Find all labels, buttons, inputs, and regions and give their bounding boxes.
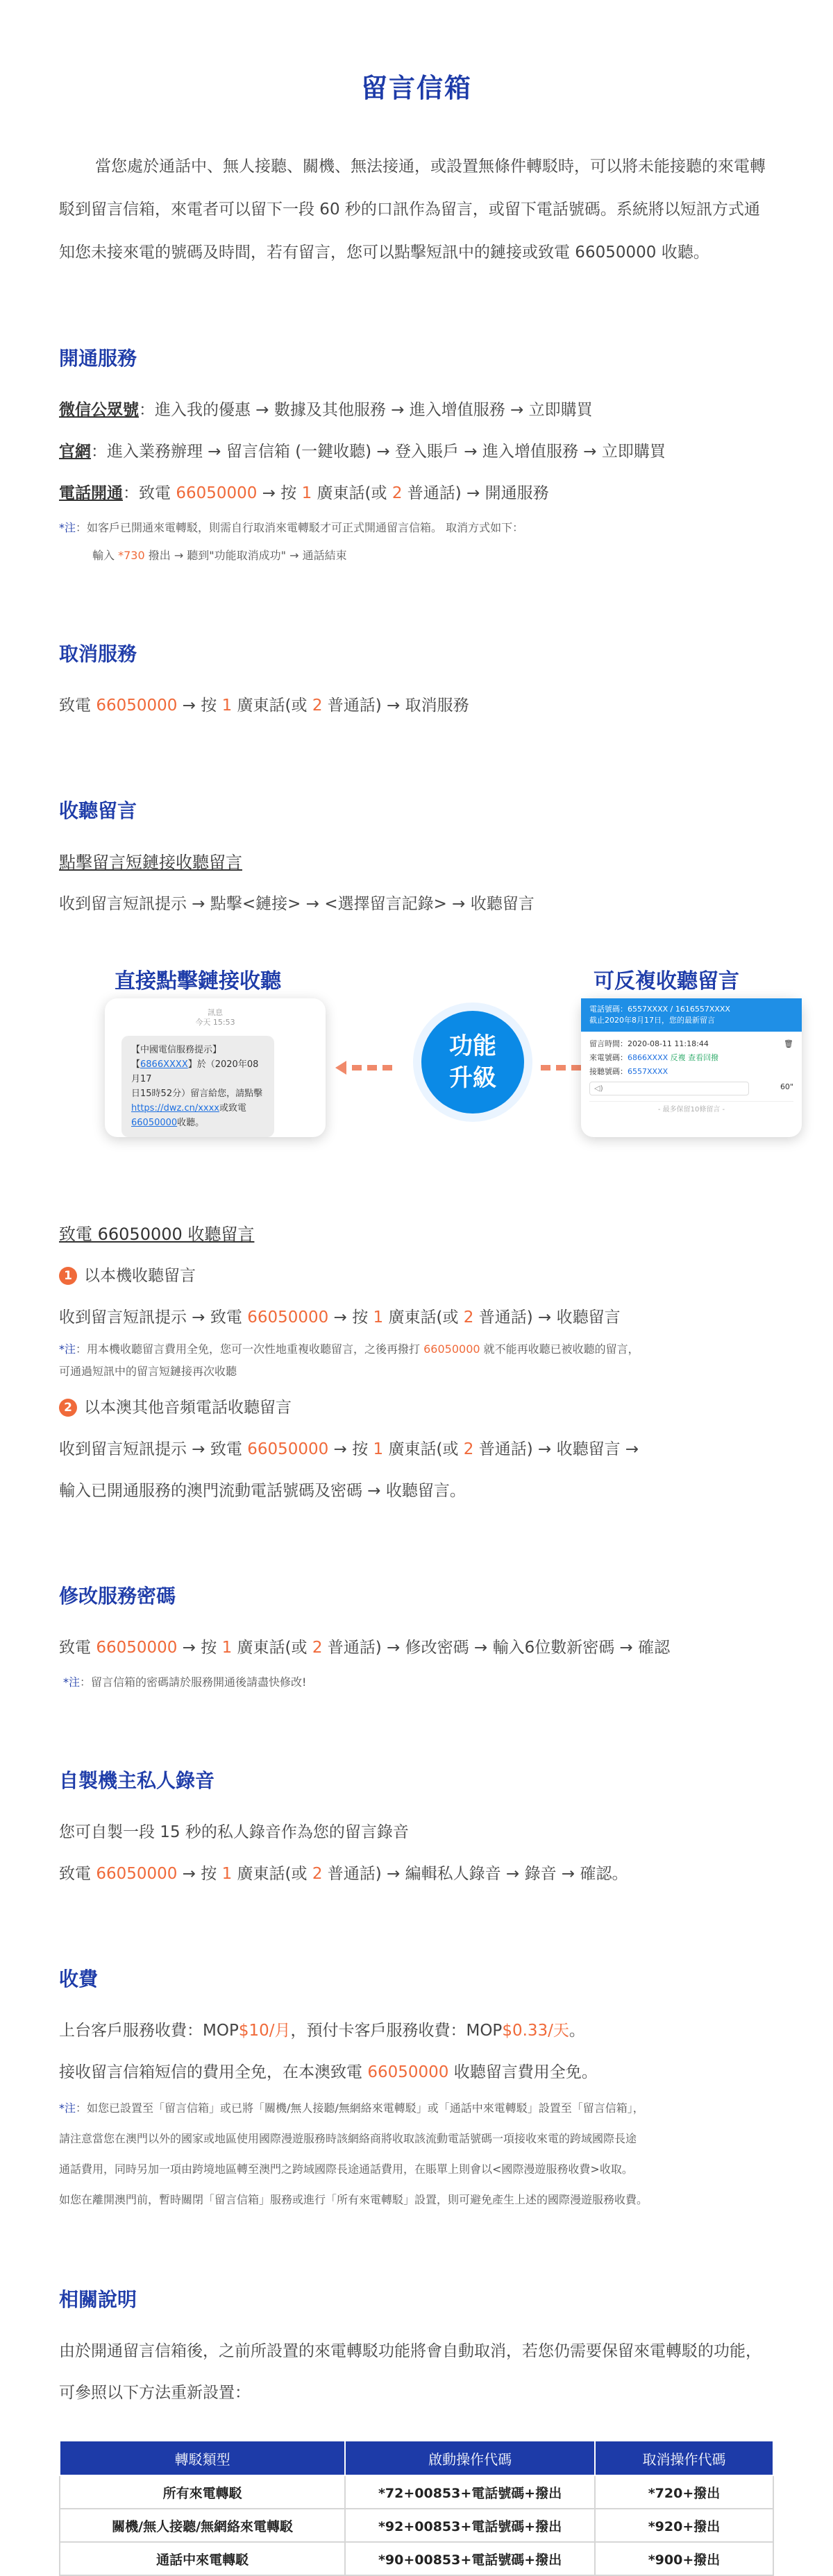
note-text: ：留言信箱的密碼請於服務開通後請盡快修改! — [80, 1675, 307, 1689]
step-text: 普通話) → 取消服務 — [322, 697, 469, 715]
method-1-note — [59, 1338, 774, 1383]
table-header: 啟動操作代碼 — [345, 2441, 595, 2475]
table-cell: *90+00853+電話號碼+撥出 — [345, 2542, 595, 2575]
key-2: 2 — [463, 1308, 474, 1327]
note-text: 撥出 → 聽到"功能取消成功" → 通話結束 — [144, 549, 347, 562]
badge-line-2: 升級 — [449, 1064, 496, 1092]
step-text: 廣東話(或 — [232, 1639, 312, 1657]
audio-row — [589, 1079, 793, 1095]
step-text: 廣東話(或 — [232, 1865, 312, 1883]
postpaid-price: $10/月 — [238, 2022, 291, 2040]
sms-caller: 6866XXXX — [140, 1059, 188, 1070]
activate-note — [59, 514, 774, 542]
step-text: → 按 — [328, 1308, 373, 1327]
note-text: 就不能再收聽已被收聽的留言， — [480, 1342, 639, 1356]
step-text: 致電 — [59, 697, 96, 715]
table-row — [60, 2509, 773, 2542]
sms-line — [131, 1101, 264, 1116]
password-section — [59, 1581, 774, 1696]
sms-text: 或致電 — [219, 1103, 246, 1114]
method-1-steps — [59, 1297, 774, 1338]
number-1-icon: 1 — [59, 1267, 77, 1285]
web-label: 官網 — [59, 443, 91, 461]
sms-time: 今天 15:53 — [195, 1018, 235, 1027]
key-1: 1 — [301, 484, 312, 502]
phone-text: → 按 — [257, 484, 302, 502]
fees-section — [59, 1964, 774, 2215]
method-2-steps — [59, 1428, 774, 1470]
web-text: ：進入業務辦理 → 留言信箱 (一鍵收聽) → 登入賬戶 → 進入增值服務 → 立即購買 — [91, 443, 666, 461]
service-number: 66050000 — [96, 1639, 178, 1657]
note-text: ：如您已設置至「留言信箱」或已將「關機/無人接聽/無網絡來電轉駁」或「通話中來電轉駁」設置至「留言信箱」， — [76, 2101, 644, 2115]
table-row — [60, 2475, 773, 2509]
table-cell: 通話中來電轉駁 — [60, 2542, 345, 2575]
app-header-line: 電話號碼：6557XXXX / 1616557XXXX — [589, 1005, 730, 1014]
forwarding-table — [59, 2440, 774, 2576]
table-row — [60, 2542, 773, 2575]
related-title: 相關說明 — [59, 2288, 137, 2311]
sms-line: 日15時52分）留言給您，請點擊 — [131, 1089, 263, 1099]
step-text: → 按 — [328, 1440, 373, 1458]
app-footer: - 最多保留10條留言 - — [589, 1101, 793, 1117]
key-1: 1 — [221, 1639, 233, 1657]
table-cell: *92+00853+電話號碼+撥出 — [345, 2509, 595, 2542]
activate-note-2 — [59, 542, 774, 570]
note-mark: *注 — [59, 2101, 76, 2115]
key-2: 2 — [312, 697, 323, 715]
greeting-desc: 您可自製一段 15 秒的私人錄音作為您的留言錄音 — [59, 1823, 409, 1841]
note-text: ：用本機收聽留言費用全免，您可一次性地重複收聽留言，之後再撥打 — [76, 1342, 424, 1356]
app-message-row — [589, 1037, 793, 1051]
fee-text: 上台客戶服務收費：MOP — [59, 2022, 239, 2040]
app-header — [581, 998, 802, 1032]
receiver-row — [589, 1065, 793, 1079]
feature-right-title: 可反複收聽留言 — [594, 969, 739, 993]
note-text: ：如客戶已開通來電轉駁，則需自行取消來電轉駁才可正式開通留言信箱。 取消方式如下： — [76, 521, 524, 534]
table-cell: *900+撥出 — [595, 2542, 773, 2575]
step-text: 廣東話(或 — [383, 1440, 464, 1458]
step-text: 收到留言短訊提示 → 致電 — [59, 1440, 248, 1458]
audio-duration: 60" — [780, 1082, 793, 1091]
key-2: 2 — [392, 484, 403, 502]
activate-title: 開通服務 — [59, 347, 137, 370]
upgrade-badge-inner — [421, 1011, 524, 1114]
key-2: 2 — [312, 1865, 323, 1883]
message-time: 留言時間：2020-08-11 11:18:44 — [589, 1039, 709, 1048]
sms-sender: 訊息 — [208, 1008, 223, 1017]
service-number: 66050000 — [423, 1342, 480, 1356]
sms-bubble — [121, 1036, 274, 1137]
upgrade-badge — [413, 1003, 532, 1122]
step-text: 致電 — [59, 1865, 96, 1883]
number-2-icon: 2 — [59, 1399, 77, 1417]
listen-sub-call: 致電 66050000 收聽留言 — [59, 1225, 255, 1244]
receiver-number: 6557XXXX — [628, 1067, 668, 1076]
key-1: 1 — [373, 1440, 384, 1458]
service-number: 66050000 — [96, 1865, 178, 1883]
fees-note-line: 通話費用，同時另加一項由跨境地區轉至澳門之跨域國際長途通話費用，在賬單上則會以<國際漫遊服務收費>收取。 — [59, 2163, 633, 2176]
related-text: 由於開通留言信箱後，之前所設置的來電轉駁功能將會自動取消，若您仍需要保留來電轉駁的功能，可參照以下方法重新設置： — [59, 2342, 762, 2402]
fee-text: ，預付卡客戶服務收費：MOP — [290, 2022, 503, 2040]
table-cell: *72+00853+電話號碼+撥出 — [345, 2475, 595, 2509]
sms-link[interactable]: https://dwz.cn/xxxx — [131, 1103, 219, 1114]
sms-text: 】於（2020年08月17 — [131, 1059, 259, 1084]
intro-paragraph: 當您處於通話中、無人接聽、關機、無法接通，或設置無條件轉駁時，可以將未能接聽的來電轉駁到留言信箱，來電者可以留下一段 60 秒的口訊作為留言，或留下電話號碼。系統將以短訊方式通知您未接來電的號碼及時間，若有留言，您可以點擊短訊中的鏈接或致電 66050000 收聽。 — [59, 157, 766, 262]
fees-note-line: 如您在離開澳門前，暫時關閉「留言信箱」服務或進行「所有來電轉駁」設置，則可避免產生上述的國際漫遊服務收費。 — [59, 2193, 648, 2206]
method-2-title — [59, 1387, 774, 1428]
phone-text: 廣東話(或 — [312, 484, 392, 502]
listen-sub-link: 點擊留言短鏈接收聽留言 — [59, 853, 242, 872]
badge-line-1: 功能 — [449, 1032, 496, 1060]
phone-label: 電話開通 — [59, 484, 123, 502]
note-mark: *注 — [59, 1342, 76, 1356]
cancel-title: 取消服務 — [59, 642, 137, 665]
fees-line-1 — [59, 2010, 774, 2052]
method-title-text: 以本澳其他音頻電話收聽留言 — [84, 1399, 292, 1417]
step-text: 收到留言短訊提示 → 致電 — [59, 1308, 248, 1327]
app-body — [581, 1032, 802, 1123]
sms-line — [131, 1116, 264, 1130]
related-section — [59, 2285, 774, 2576]
fees-note-line: 請注意當您在澳門以外的國家或地區使用國際漫遊服務時該網絡商將收取該流動電話號碼一項接收來電的跨域國際長途 — [59, 2132, 637, 2145]
sms-line: 【6866XXXX】於（2020年08月17 — [131, 1059, 259, 1084]
method-title-text: 以本機收聽留言 — [84, 1267, 196, 1285]
password-steps — [59, 1627, 774, 1669]
greeting-title: 自製機主私人錄音 — [59, 1769, 215, 1792]
fees-note-line — [59, 2093, 774, 2124]
receiver-label: 接聽號碼： — [589, 1067, 628, 1076]
note-text: 輸入 — [92, 549, 119, 562]
cancel-section — [59, 639, 774, 726]
sms-text: 收聽。 — [177, 1118, 205, 1128]
table-header: 轉駁類型 — [60, 2441, 345, 2475]
key-2: 2 — [463, 1440, 474, 1458]
audio-player[interactable] — [589, 1082, 749, 1095]
note-text: 可通過短訊中的留言短鏈接再次收聽 — [59, 1365, 237, 1378]
cancel-steps — [59, 685, 774, 726]
service-number: 66050000 — [247, 1440, 329, 1458]
step-text: 普通話) → 編輯私人錄音 → 錄音 → 確認。 — [322, 1865, 628, 1883]
step-text: → 按 — [177, 1639, 222, 1657]
prepaid-price: $0.33/天 — [502, 2022, 569, 2040]
caller-tag[interactable]: 反複 查看回撥 — [670, 1053, 719, 1062]
fees-note — [59, 2093, 774, 2215]
step-text: 普通話) → 修改密碼 → 輸入6位數新密碼 → 確認 — [322, 1639, 671, 1657]
note-mark: *注 — [63, 1675, 81, 1689]
feature-illustration — [59, 964, 793, 1151]
password-note — [59, 1669, 774, 1696]
wechat-text: ：進入我的優惠 → 數據及其他服務 → 進入增值服務 → 立即購買 — [139, 401, 593, 419]
password-title: 修改服務密碼 — [59, 1585, 176, 1607]
listen-link-steps: 收到留言短訊提示 → 點擊<鏈接> → <選擇留言記錄> → 收聽留言 — [59, 895, 535, 913]
service-number: 66050000 — [96, 697, 178, 715]
key-2: 2 — [312, 1639, 323, 1657]
fees-title: 收費 — [59, 1968, 99, 1990]
table-header-row — [60, 2441, 773, 2475]
wechat-label: 微信公眾號 — [59, 401, 139, 419]
step-text: 廣東話(或 — [383, 1308, 464, 1327]
sms-line: 【中國電信服務提示】 — [131, 1045, 222, 1055]
fee-text: 接收留言信箱短信的費用全免，在本澳致電 — [59, 2063, 368, 2081]
note-mark: *注 — [59, 521, 76, 534]
method-2-steps-cont: 輸入已開通服務的澳門流動電話號碼及密碼 → 收聽留言。 — [59, 1482, 466, 1500]
step-text: 廣東話(或 — [232, 697, 312, 715]
content — [59, 0, 793, 2576]
step-text: → 按 — [177, 1865, 222, 1883]
phone-text: ：致電 — [123, 484, 176, 502]
caller-number[interactable]: 6866XXXX — [628, 1053, 668, 1062]
fees-line-2 — [59, 2052, 774, 2093]
table-cell: 關機/無人接聽/無網絡來電轉駁 — [60, 2509, 345, 2542]
key-1: 1 — [221, 697, 233, 715]
sms-number[interactable]: 66050000 — [131, 1118, 178, 1128]
phone-text: 普通話) → 開通服務 — [402, 484, 549, 502]
activate-wechat — [59, 389, 774, 431]
caller-row — [589, 1051, 793, 1065]
feature-left-title: 直接點擊鏈接收聽 — [115, 969, 281, 993]
caller-label: 來電號碼： — [589, 1053, 628, 1062]
arrow-left-icon — [335, 1061, 405, 1075]
step-text: 致電 — [59, 1639, 96, 1657]
page-title: 留言信箱 — [360, 73, 472, 103]
activate-section — [59, 343, 774, 570]
service-number: 66050000 — [176, 484, 258, 502]
step-text: 普通話) → 收聽留言 — [473, 1308, 621, 1327]
trash-icon[interactable]: 🗑 — [784, 1039, 793, 1048]
activate-web — [59, 431, 774, 472]
step-text: 普通話) → 收聽留言 → — [473, 1440, 639, 1458]
sms-mockup — [105, 998, 326, 1137]
greeting-section — [59, 1766, 774, 1895]
table-cell: *720+撥出 — [595, 2475, 773, 2509]
table-cell: 所有來電轉駁 — [60, 2475, 345, 2509]
listen-title: 收聽留言 — [59, 799, 137, 822]
method-1-title — [59, 1255, 774, 1297]
table-header: 取消操作代碼 — [595, 2441, 773, 2475]
app-header-line: 截止2020年8月17日，您的最新留言 — [589, 1016, 715, 1025]
fee-text: 收聽留言費用全免。 — [448, 2063, 598, 2081]
key-1: 1 — [373, 1308, 384, 1327]
speaker-icon[interactable]: ◁) — [594, 1084, 603, 1093]
fee-text: 。 — [569, 2022, 585, 2040]
table-cell: *920+撥出 — [595, 2509, 773, 2542]
key-1: 1 — [221, 1865, 233, 1883]
service-number: 66050000 — [367, 2063, 449, 2081]
greeting-steps — [59, 1853, 774, 1895]
step-text: → 按 — [177, 697, 222, 715]
cancel-code: *730 — [118, 549, 145, 562]
activate-phone — [59, 472, 774, 514]
service-number: 66050000 — [247, 1308, 329, 1327]
listen-section — [59, 796, 793, 1512]
app-mockup — [581, 998, 802, 1137]
